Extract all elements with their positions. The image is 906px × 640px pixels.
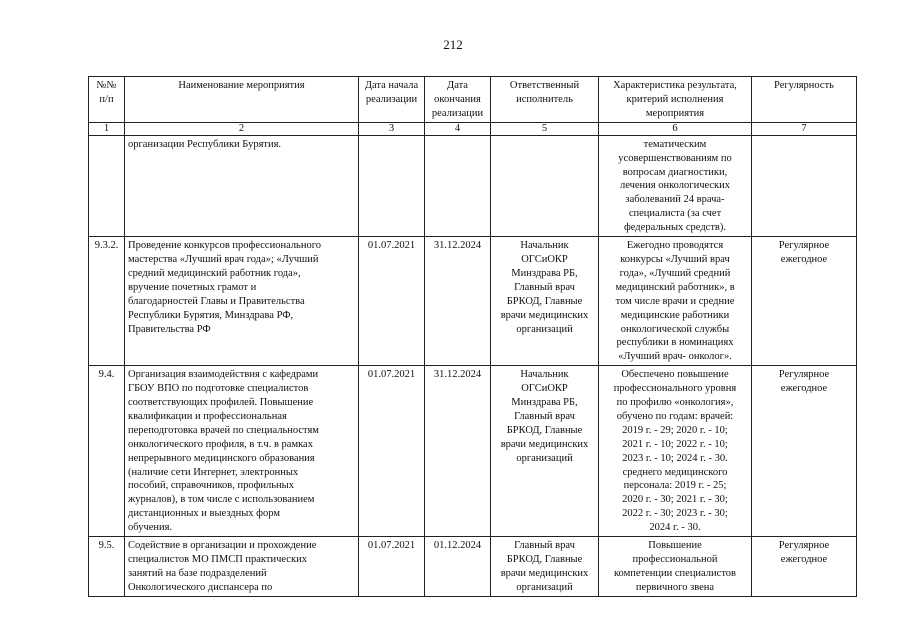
result: тематическим усовершенствованиям по вопросам диагностики, лечения онкологических заболеваний 24 врача- специалиста (за счет федеральных средств). [599,135,752,236]
table-row [89,537,857,597]
start-date [359,135,425,236]
start-date: 01.07.2021 [359,237,425,366]
regularity: Регулярное ежегодное [752,537,857,597]
page-number: 212 [443,37,463,52]
regularity: Регулярное ежегодное [752,237,857,366]
column-number: 3 [359,122,425,135]
table-row [89,237,857,366]
end-date [425,135,491,236]
header-row [89,77,857,123]
activity-name: Содействие в организации и прохождение специалистов МО ПМСП практических занятий на базе подразделений Онкологического диспансера по [125,537,359,597]
result: Повышение профессиональной компетенции специалистов первичного звена [599,537,752,597]
header-start-date: Дата начала реализации [359,77,425,123]
header-end-date: Дата окончания реализации [425,77,491,123]
regularity [752,135,857,236]
activities-table [88,76,857,597]
column-number: 2 [125,122,359,135]
activity-name: организации Республики Бурятия. [125,135,359,236]
start-date: 01.07.2021 [359,537,425,597]
row-number: 9.4. [89,366,125,537]
header-regularity: Регулярность [752,77,857,123]
header-responsible: Ответственный исполнитель [491,77,599,123]
end-date: 31.12.2024 [425,366,491,537]
column-number-row [89,122,857,135]
result: Ежегодно проводятся конкурсы «Лучший врач года», «Лучший средний медицинский работник», в том числе врачи и средние медицинские работники онкологической службы республики в номинациях «Лучший врач- онколог». [599,237,752,366]
activity-name: Проведение конкурсов профессионального мастерства «Лучший врач года»; «Лучший средний медицинский работник года», вручение почетных грамот и благодарностей Главы и Правительства Республики Бурятия, Минздрава РФ, Правительства РФ [125,237,359,366]
end-date: 01.12.2024 [425,537,491,597]
table-row [89,366,857,537]
column-number: 5 [491,122,599,135]
result: Обеспечено повышение профессионального уровня по профилю «онкология», обучено по годам: врачей: 2019 г. - 29; 2020 г. - 10; 2021 г. - 10; 2022 г. - 10; 2023 г. - 10; 2024 г. - 30. среднего медицинского персонала: 2019 г. - 25; 2020 г. - 30; 2021 г. - 30; 2022 г. - 30; 2023 г. - 30; 2024 г. - 30. [599,366,752,537]
responsible [491,135,599,236]
column-number: 7 [752,122,857,135]
responsible: Начальник ОГСиОКР Минздрава РБ, Главный врач БРКОД, Главные врачи медицинских организаций [491,237,599,366]
table-row [89,135,857,236]
row-number [89,135,125,236]
row-number: 9.3.2. [89,237,125,366]
column-number: 6 [599,122,752,135]
column-number: 1 [89,122,125,135]
responsible: Начальник ОГСиОКР Минздрава РБ, Главный врач БРКОД, Главные врачи медицинских организаций [491,366,599,537]
header-number: №№ п/п [89,77,125,123]
end-date: 31.12.2024 [425,237,491,366]
row-number: 9.5. [89,537,125,597]
header-result: Характеристика результата, критерий исполнения мероприятия [599,77,752,123]
regularity: Регулярное ежегодное [752,366,857,537]
column-number: 4 [425,122,491,135]
responsible: Главный врач БРКОД, Главные врачи медицинских организаций [491,537,599,597]
start-date: 01.07.2021 [359,366,425,537]
header-activity-name: Наименование мероприятия [125,77,359,123]
activity-name: Организация взаимодействия с кафедрами ГБОУ ВПО по подготовке специалистов соответствующих профилей. Повышение квалификации и профессиональная переподготовка врачей по специальностям онкологического профиля, в т.ч. в рамках непрерывного медицинского образования (наличие сети Интернет, электронных пособий, справочников, профильных журналов), в том числе с использованием дистанционных и выездных форм обучения. [125,366,359,537]
